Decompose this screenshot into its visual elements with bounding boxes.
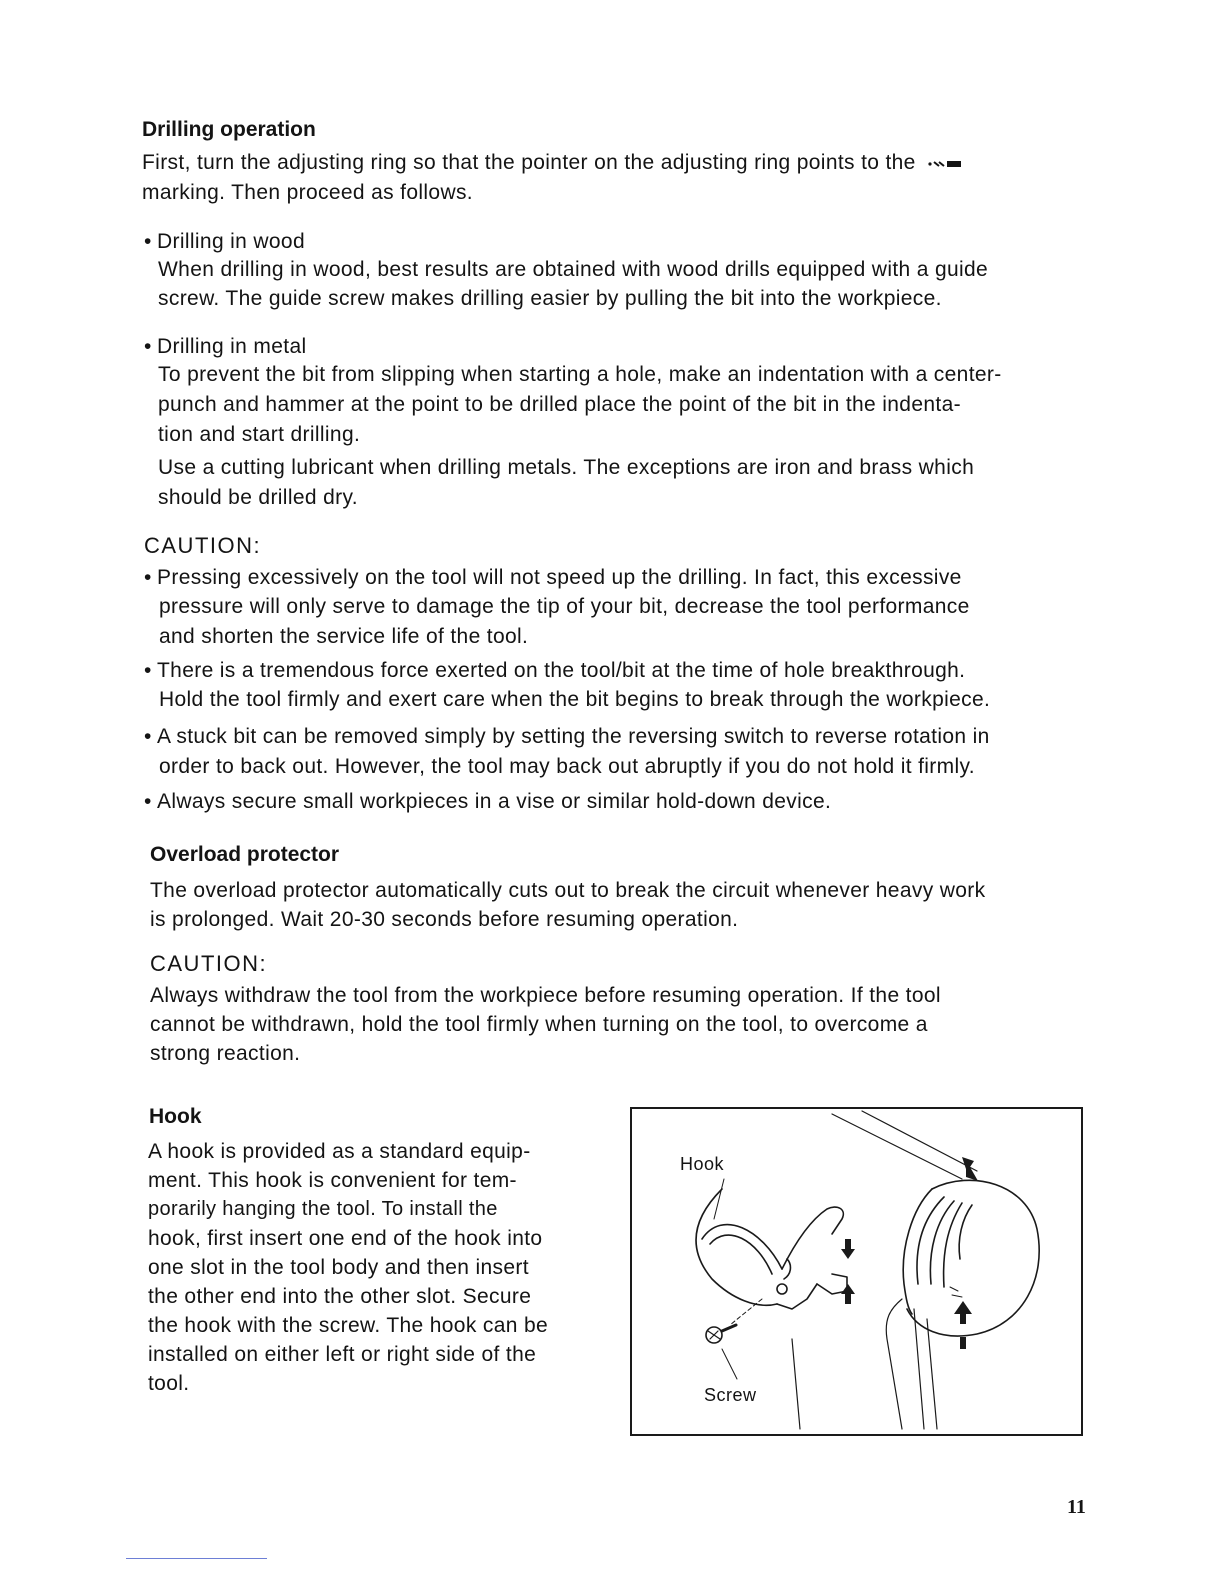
metal-line2: punch and hammer at the point to be drilled place the point of the bit in the indenta-	[158, 393, 961, 416]
hook-installation-figure	[630, 1107, 1083, 1436]
caution-bullet1-line2: pressure will only serve to damage the tip of your bit, decrease the tool performance	[159, 595, 970, 618]
drilling-intro-line1: First, turn the adjusting ring so that the pointer on the adjusting ring points to the	[142, 148, 974, 177]
metal-line3: tion and start drilling.	[158, 423, 361, 446]
caution-bullet4-line1: • Always secure small workpieces in a vise or similar hold-down device.	[144, 787, 831, 816]
figure-label-hook: Hook	[680, 1154, 725, 1174]
wood-line1: When drilling in wood, best results are obtained with wood drills equipped with a guide	[158, 258, 989, 281]
bullet: •	[144, 566, 152, 589]
caution-bullet3-line1: • A stuck bit can be removed simply by setting the reversing switch to reverse rotation in	[144, 722, 990, 751]
figure-label-screw: Screw	[704, 1385, 757, 1405]
caution-bullet1-line1: • Pressing excessively on the tool will not speed up the drilling. In fact, this excessive	[144, 563, 962, 592]
hook-heading: Hook	[149, 1105, 202, 1128]
bullet: •	[144, 725, 152, 748]
footer-rule	[126, 1558, 267, 1559]
caution-bullet2-line1: • There is a tremendous force exerted on the tool/bit at the time of hole breakthrough.	[144, 656, 965, 685]
hook-line4: hook, first insert one end of the hook into	[148, 1227, 543, 1250]
bullet: •	[144, 335, 152, 358]
metal-line1: To prevent the bit from slipping when starting a hole, make an indentation with a center-	[158, 363, 1002, 386]
caution-bullet3-line2: order to back out. However, the tool may back out abruptly if you do not hold it firmly.	[159, 755, 975, 778]
caution-bullet1-line3: and shorten the service life of the tool.	[159, 625, 529, 648]
drilling-intro-line2: marking. Then proceed as follows.	[142, 181, 473, 204]
wood-line2: screw. The guide screw makes drilling easier by pulling the bit into the workpiece.	[158, 287, 942, 310]
bullet: •	[144, 659, 152, 682]
page-number: 11	[1067, 1496, 1086, 1518]
hook-line7: the hook with the screw. The hook can be	[148, 1314, 549, 1337]
hook-line2: ment. This hook is convenient for tem-	[148, 1169, 517, 1192]
caution-bullet2-line2: Hold the tool firmly and exert care when the bit begins to break through the workpiece.	[159, 688, 991, 711]
hook-line8: installed on either left or right side of the	[148, 1343, 537, 1366]
caution2-line2: cannot be withdrawn, hold the tool firmly when turning on the tool, to overcome a	[150, 1013, 928, 1036]
caution-label: CAUTION:	[144, 533, 262, 558]
hook-line1: A hook is provided as a standard equip-	[148, 1140, 531, 1163]
metal-line5: should be drilled dry.	[158, 486, 358, 509]
caution2-line1: Always withdraw the tool from the workpiece before resuming operation. If the tool	[150, 984, 941, 1007]
overload-heading: Overload protector	[150, 843, 340, 866]
hook-line6: the other end into the other slot. Secure	[148, 1285, 532, 1308]
caution2-line3: strong reaction.	[150, 1042, 301, 1065]
drill-mode-symbol	[926, 156, 974, 170]
caution2-label: CAUTION:	[150, 951, 268, 976]
metal-line4: Use a cutting lubricant when drilling metals. The exceptions are iron and brass which	[158, 456, 975, 479]
drilling-heading: Drilling operation	[142, 118, 316, 141]
bullet: •	[144, 230, 152, 253]
wood-title: • Drilling in wood	[144, 227, 305, 256]
hook-line3: porarily hanging the tool. To install the	[148, 1198, 498, 1220]
overload-line1: The overload protector automatically cuts out to break the circuit whenever heavy work	[150, 879, 986, 902]
hook-line9: tool.	[148, 1372, 190, 1395]
bullet: •	[144, 790, 152, 813]
overload-line2: is prolonged. Wait 20-30 seconds before resuming operation.	[150, 908, 739, 931]
hook-line5: one slot in the tool body and then insert	[148, 1256, 529, 1279]
metal-title: • Drilling in metal	[144, 332, 307, 361]
